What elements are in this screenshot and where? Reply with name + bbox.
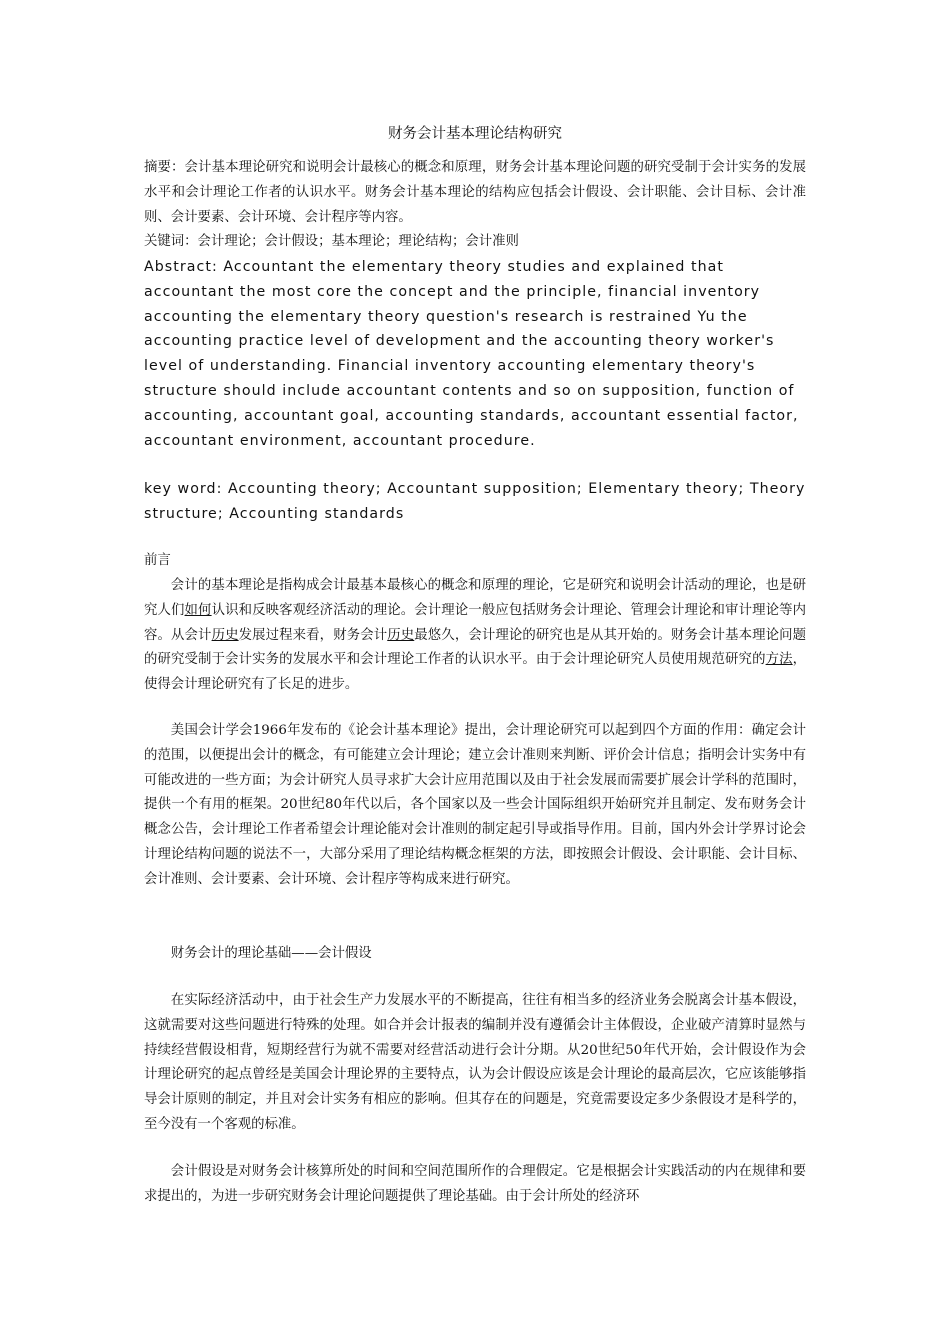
paragraph-1-text-d: 最悠久，会计理论的研究也是从其开始的。财务会计基本理论问题的研究受制于会计实务的发展水平和会计理论工作者的认识水平。由于会计理论研究人员使用规范研究的 [144,627,807,668]
keywords-english: key word: Accounting theory; Accountant supposition; Elementary theory; Theory structure; Accounting standards [144,481,806,522]
abstract-english: Abstract: Accountant the elementary theory studies and explained that accountant the most core the concept and the principle, financial inventory accounting the elementary theory question's research is restrained Yu the accounting practice level of development and the accounting theory worker's level of understanding. Financial inventory accounting elementary theory's structure should include accountant contents and so on supposition, function of accounting, accountant goal, accounting standards, accountant essential factor, accountant environment, accountant procedure. [144,259,799,449]
link-history-2[interactable]: 历史 [387,627,415,643]
abstract-chinese: 摘要：会计基本理论研究和说明会计最核心的概念和原理，财务会计基本理论问题的研究受制于会计实务的发展水平和会计理论工作者的认识水平。财务会计基本理论的结构应包括会计假设、会计职能、会计目标、会计准则、会计要素、会计环境、会计程序等内容。 [144,160,806,225]
document-title: 财务会计基本理论结构研究 [388,126,562,142]
keywords-chinese: 关键词：会计理论；会计假设；基本理论；理论结构；会计准则 [144,234,519,249]
paragraph-2: 美国会计学会1966年发布的《论会计基本理论》提出，会计理论研究可以起到四个方面的作用：确定会计的范围，以便提出会计的概念，有可能建立会计理论；建立会计准则来判断、评价会计信息；指明会计实务中有可能改进的一些方面；为会计研究人员寻求扩大会计应用范围以及由于社会发展而需要扩展会计学科的范围时，提供一个有用的框架。20世纪80年代以后，各个国家以及一些会计国际组织开始研究并且制定、发布财务会计概念公告，会计理论工作者希望会计理论能对会计准则的制定起引导或指导作用。目前，国内外会计学界讨论会计理论结构问题的说法不一，大部分采用了理论结构概念框架的方法，即按照会计假设、会计职能、会计目标、会计准则、会计要素、会计环境、会计程序等构成来进行研究。 [144,723,806,887]
paragraph-1 [144,574,806,698]
section-heading: 财务会计的理论基础——会计假设 [170,946,372,961]
link-method[interactable]: 方法 [765,652,793,668]
paragraph-1-text-b: 认识和反映客观经济活动的理论。会计理论一般应包括财务会计理论、管理会计理论和审计理论等内容。从会计 [144,602,807,643]
paragraph-1-text-c: 发展过程来看，财务会计 [238,627,388,643]
link-history-1[interactable]: 历史 [211,627,239,643]
paragraph-3: 在实际经济活动中，由于社会生产力发展水平的不断提高，往往有相当多的经济业务会脱离会计基本假设，这就需要对这些问题进行特殊的处理。如合并会计报表的编制并没有遵循会计主体假设，企业破产清算时显然与持续经营假设相背，短期经营行为就不需要对经营活动进行会计分期。从20世纪50年代开始，会计假设作为会计理论研究的起点曾经是美国会计理论界的主要特点，认为会计假设应该是会计理论的最高层次，它应该能够指导会计原则的制定，并且对会计实务有相应的影响。但其存在的问题是，究竟需要设定多少条假设才是科学的，至今没有一个客观的标准。 [144,993,806,1132]
paragraph-4: 会计假设是对财务会计核算所处的时间和空间范围所作的合理假定。它是根据会计实践活动的内在规律和要求提出的，为进一步研究财务会计理论问题提供了理论基础。由于会计所处的经济环 [144,1164,806,1204]
paragraph-1-text-e: ，使得会计理论研究有了长足的进步。 [144,652,807,693]
preface-heading: 前言 [144,553,171,568]
paragraph-1-text-a: 会计的基本理论是指构成会计最基本最核心的概念和原理的理论，它是研究和说明会计活动的理论，也是研究人们 [144,578,806,618]
link-how[interactable]: 如何 [184,602,212,618]
